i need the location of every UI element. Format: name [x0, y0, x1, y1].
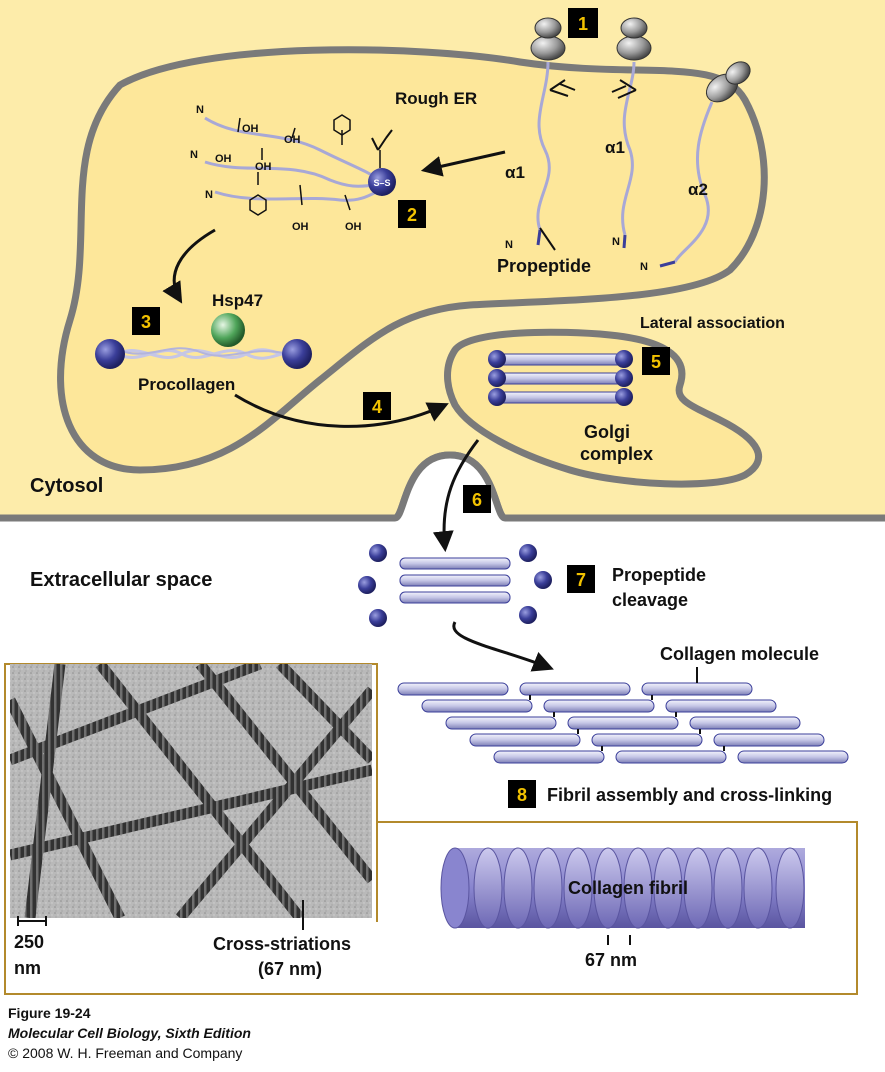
oh-label: OH — [215, 153, 232, 165]
svg-text:6: 6 — [471, 490, 483, 510]
collagen-molecule-rod — [714, 734, 824, 746]
fibril-band — [534, 848, 562, 928]
step-badge-6 — [463, 485, 491, 513]
lateral-association-label: Lateral association — [640, 315, 785, 332]
figure-number: Figure 19-24 — [8, 1005, 91, 1021]
collagen-molecule-rod — [666, 700, 776, 712]
propeptide-label: Propeptide — [497, 256, 592, 276]
disulfide-label: S–S — [373, 178, 391, 188]
svg-text:2: 2 — [406, 205, 418, 225]
fibril-band — [714, 848, 742, 928]
rough-er-label: Rough ER — [395, 89, 478, 108]
collagen-molecule-rod — [494, 751, 604, 763]
oh-label: OH — [255, 161, 272, 173]
fibril-band — [474, 848, 502, 928]
n-terminus-3: N — [205, 189, 213, 201]
released-propeptide — [369, 544, 387, 562]
collagen-molecule-rod — [616, 751, 726, 763]
svg-text:4: 4 — [371, 397, 383, 417]
step-badge-5 — [642, 347, 670, 375]
step-badge-3 — [132, 307, 160, 335]
propeptide-ball — [282, 339, 312, 369]
n-terminus-label: N — [640, 261, 648, 273]
figure-caption — [8, 1003, 251, 1063]
scale-bar-value: 250 — [14, 932, 45, 952]
step-badge-4 — [363, 392, 391, 420]
svg-text:8: 8 — [516, 785, 528, 805]
collagen-molecule-rod — [446, 717, 556, 729]
fibril-band — [744, 848, 772, 928]
cross-striations-label: Cross-striations — [213, 934, 352, 954]
golgi-complex-label: complex — [580, 444, 654, 464]
fibril-assembly-label: Fibril assembly and cross-linking — [547, 785, 833, 805]
collagen-molecule-rod — [520, 683, 630, 695]
collagen-molecule-rod — [470, 734, 580, 746]
step-badge-2 — [398, 200, 426, 228]
released-propeptide — [519, 544, 537, 562]
cytosol-label: Cytosol — [30, 475, 104, 497]
cleavage-label: cleavage — [612, 590, 689, 610]
oh-label: OH — [242, 123, 259, 135]
book-title: Molecular Cell Biology, Sixth Edition — [8, 1025, 251, 1041]
ribosome-2 — [617, 18, 651, 60]
procollagen-label: Procollagen — [138, 375, 236, 394]
svg-text:1: 1 — [577, 14, 589, 34]
fibril-band — [504, 848, 532, 928]
cross-striations-period: (67 nm) — [258, 959, 323, 979]
n-terminus-1: N — [196, 104, 204, 116]
collagen-molecule-rod — [642, 683, 752, 695]
collagen-molecule-rod — [544, 700, 654, 712]
oh-label: OH — [284, 134, 301, 146]
extracellular-space-label: Extracellular space — [30, 569, 213, 591]
collagen-molecule-rod — [568, 717, 678, 729]
released-propeptide — [519, 606, 537, 624]
svg-text:3: 3 — [140, 312, 152, 332]
hsp47-label: Hsp47 — [212, 291, 264, 310]
fibril-period-label: 67 nm — [585, 950, 638, 970]
collagen-fibril-label: Collagen fibril — [568, 878, 689, 898]
alpha2-label: α2 — [688, 180, 708, 199]
step-badge-8 — [508, 780, 536, 808]
em-micrograph — [10, 664, 372, 918]
oh-label: OH — [292, 221, 309, 233]
n-terminus-label: N — [505, 239, 513, 251]
fibril-band — [776, 848, 804, 928]
golgi-procollagen — [488, 350, 633, 406]
alpha1-label: α1 — [605, 138, 625, 157]
released-propeptide — [358, 576, 376, 594]
step-badge-7 — [567, 565, 595, 593]
copyright: © 2008 W. H. Freeman and Company — [8, 1045, 243, 1061]
n-terminus-2: N — [190, 149, 198, 161]
collagen-molecule-rod — [690, 717, 800, 729]
svg-text:5: 5 — [650, 352, 662, 372]
collagen-molecule-rod — [398, 683, 508, 695]
fibril-band — [684, 848, 712, 928]
alpha1-label: α1 — [505, 163, 525, 182]
n-terminus-label: N — [612, 236, 620, 248]
released-propeptide — [534, 571, 552, 589]
svg-text:7: 7 — [575, 570, 587, 590]
scale-bar-unit: nm — [14, 958, 41, 978]
oh-label: OH — [345, 221, 362, 233]
collagen-molecule-rod — [422, 700, 532, 712]
step-badge-1 — [568, 8, 598, 38]
collagen-molecule-rod — [592, 734, 702, 746]
released-propeptide — [369, 609, 387, 627]
ribosome-1 — [531, 18, 565, 60]
propeptide-ball — [95, 339, 125, 369]
hsp47-chaperone — [211, 313, 245, 347]
golgi-label: Golgi — [584, 422, 630, 442]
collagen-molecule-rod — [738, 751, 848, 763]
propeptide-cleavage-label: Propeptide — [612, 565, 707, 585]
collagen-molecule-label: Collagen molecule — [660, 644, 820, 664]
